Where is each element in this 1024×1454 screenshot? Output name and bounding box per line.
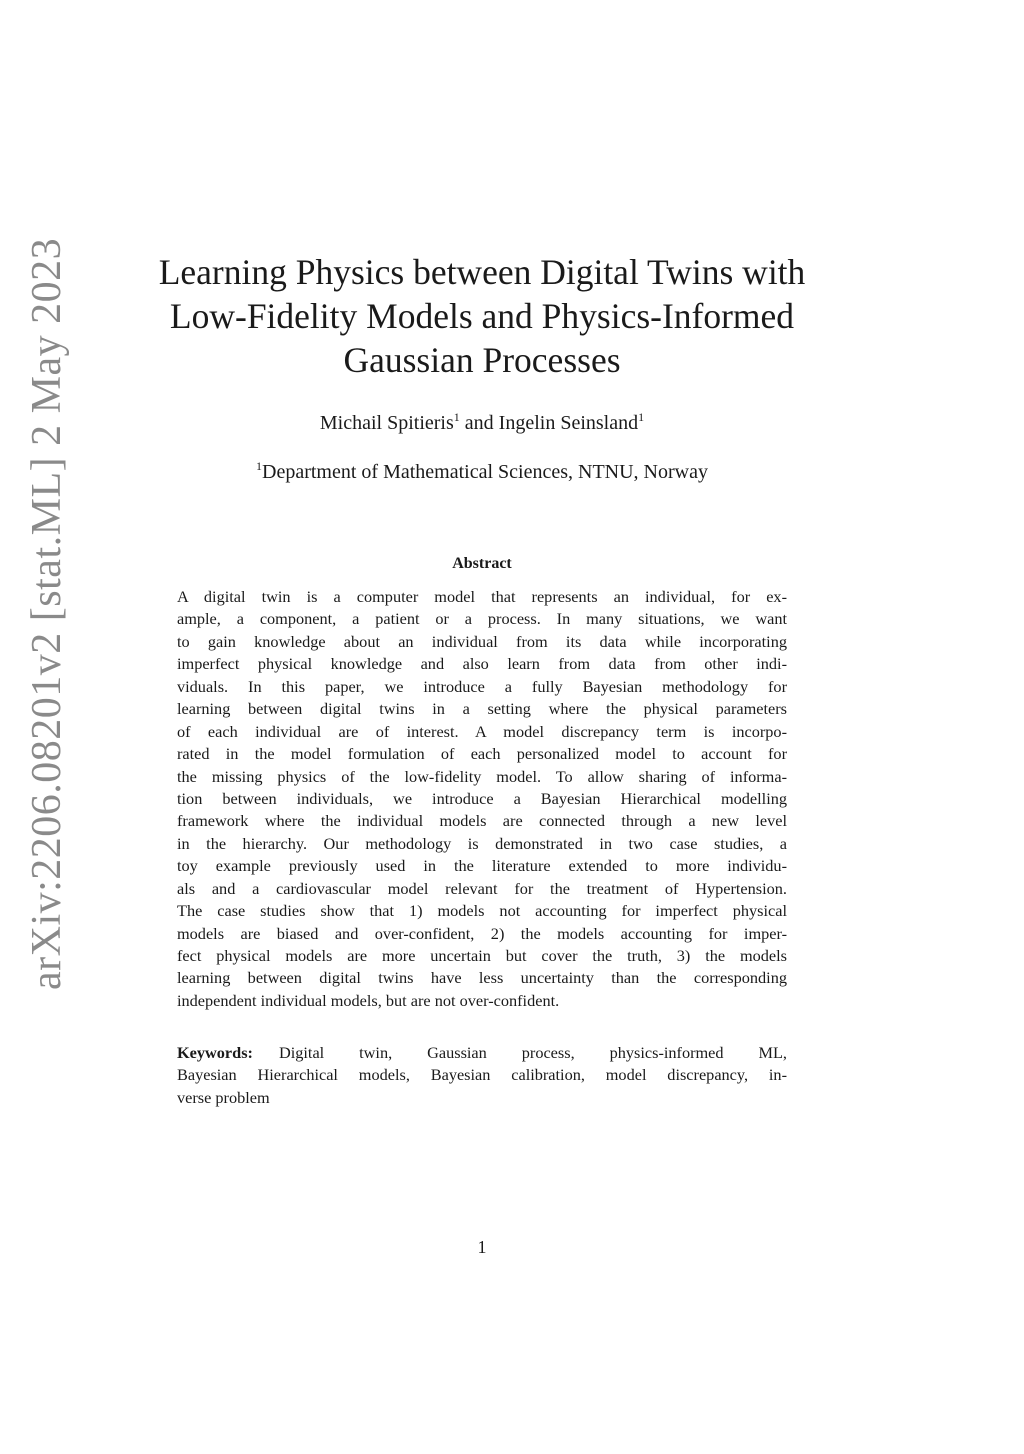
- abstract-line: in the hierarchy. Our methodology is demonstrated in two case studies, a: [177, 833, 787, 853]
- affiliation: [150, 459, 814, 485]
- keywords-line: [177, 1042, 787, 1064]
- affiliation-text: Department of Mathematical Sciences, NTNU, Norway: [262, 461, 708, 483]
- abstract-line: rated in the model formulation of each personalized model to account for: [177, 744, 787, 764]
- abstract-line: models are biased and over-confident, 2) the models accounting for imper-: [177, 923, 787, 943]
- abstract-line: to gain knowledge about an individual from its data while incorporating: [177, 631, 787, 651]
- abstract-line: imperfect physical knowledge and also learn from data from other indi-: [177, 654, 787, 674]
- author-name: Ingelin Seinsland: [498, 412, 639, 434]
- title-line: Learning Physics between Digital Twins with: [158, 252, 806, 292]
- keywords-line: Bayesian Hierarchical models, Bayesian calibration, model discrepancy, in-: [177, 1065, 787, 1085]
- keywords-label: Keywords:: [177, 1043, 253, 1062]
- keywords-line: verse problem: [177, 1087, 270, 1107]
- abstract-line: fect physical models are more uncertain but cover the truth, 3) the models: [177, 946, 787, 965]
- affiliation-marker: 1: [256, 459, 263, 473]
- keywords-section: [177, 1042, 787, 1109]
- title-line: Low-Fidelity Models and Physics-Informed: [169, 296, 795, 336]
- author-connector: and: [459, 412, 499, 434]
- abstract-line: framework where the individual models are connected through a new level: [177, 811, 787, 831]
- abstract-heading: Abstract: [452, 555, 512, 572]
- abstract-line: viduals. In this paper, we introduce a fully Bayesian methodology for: [177, 676, 787, 696]
- abstract-line: tion between individuals, we introduce a Bayesian Hierarchical modelling: [177, 788, 787, 808]
- abstract-line: ample, a component, a patient or a process. In many situations, we want: [177, 609, 787, 629]
- paper-title: [150, 250, 814, 382]
- abstract-line: The case studies show that 1) models not accounting for imperfect physical: [177, 901, 787, 921]
- page-number: 1: [477, 1237, 487, 1257]
- abstract-line: of each individual are of interest. A model discrepancy term is incorpo-: [177, 721, 787, 741]
- abstract-line: toy example previously used in the literature extended to more individu-: [177, 856, 787, 876]
- affiliation-marker: 1: [453, 410, 460, 424]
- title-line: Gaussian Processes: [343, 340, 621, 380]
- abstract-line: als and a cardiovascular model relevant for the treatment of Hypertension.: [177, 878, 787, 898]
- keywords-text: Digital twin, Gaussian process, physics-informed ML,: [278, 1043, 787, 1062]
- abstract-line: A digital twin is a computer model that represents an individual, for ex-: [177, 587, 787, 606]
- abstract-line: learning between digital twins have less uncertainty than the corresponding: [177, 968, 787, 988]
- abstract-line: learning between digital twins in a setting where the physical parameters: [177, 699, 787, 719]
- abstract-body: [177, 586, 787, 1012]
- author-list: [150, 410, 814, 436]
- arxiv-identifier-stamp: arXiv:2206.08201v2 [stat.ML] 2 May 2023: [24, 237, 70, 990]
- author-name: Michail Spitieris: [319, 412, 454, 434]
- abstract-line: independent individual models, but are not over-confident.: [177, 990, 560, 1010]
- affiliation-marker: 1: [638, 410, 645, 424]
- abstract-line: the missing physics of the low-fidelity model. To allow sharing of informa-: [177, 766, 787, 786]
